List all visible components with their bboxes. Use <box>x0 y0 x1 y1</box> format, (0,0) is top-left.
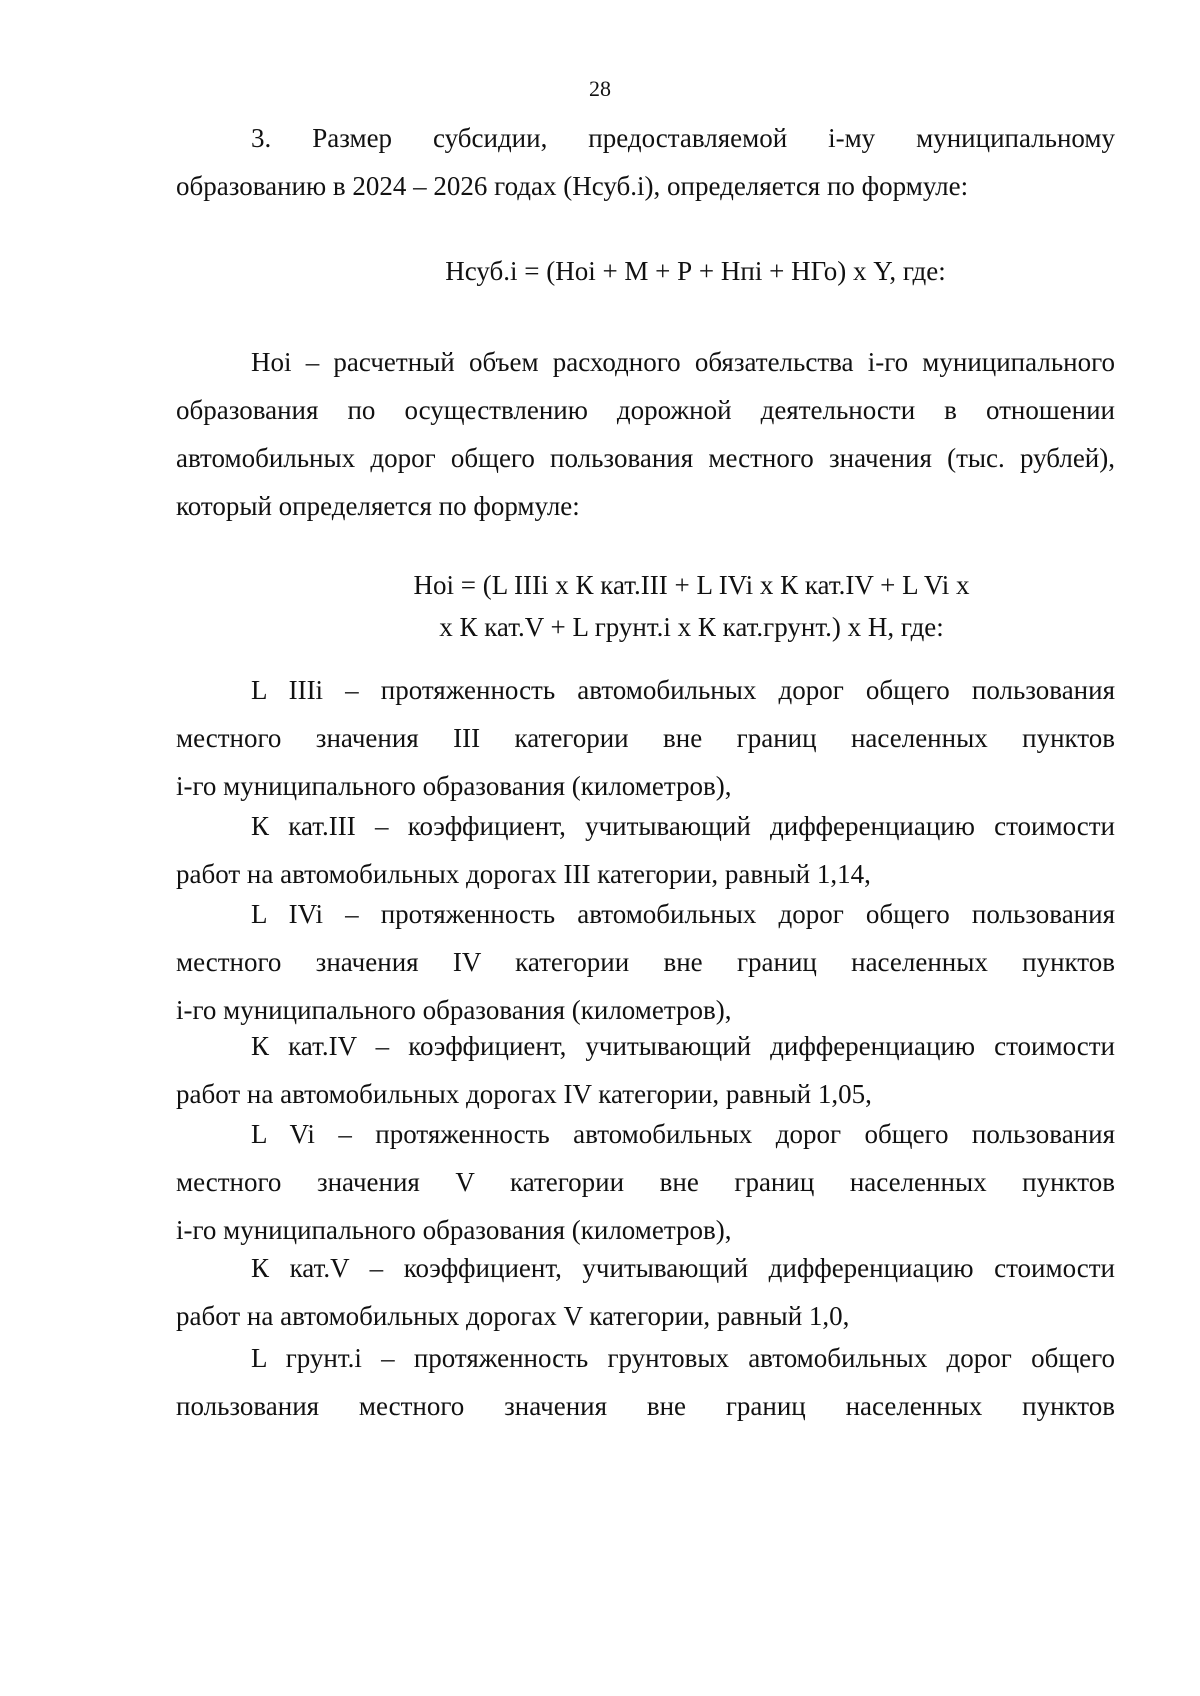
text-line: местного значения III категории вне границ населенных пунктов <box>176 723 1115 753</box>
paragraph-k-kat-iv <box>176 1022 1115 1118</box>
text-line: образованию в 2024 – 2026 годах (Нсуб.i), определяется по формуле: <box>176 171 969 201</box>
text-line: местного значения V категории вне границ населенных пунктов <box>176 1167 1115 1197</box>
text-line: i-го муниципального образования (километров), <box>176 771 732 801</box>
text-line: L IIIi – протяженность автомобильных дорог общего пользования <box>251 675 1115 705</box>
text-line: К кат.V – коэффициент, учитывающий дифференциацию стоимости <box>251 1253 1115 1283</box>
formula-line: Нoi = (L IIIi х К кат.III + L IVi х К кат.IV + L Vi х <box>413 570 970 600</box>
text-line: местного значения IV категории вне границ населенных пунктов <box>176 947 1115 977</box>
text-line: 3. Размер субсидии, предоставляемой i-му муниципальному <box>251 123 1115 153</box>
paragraph-subsidy-size <box>176 114 1115 210</box>
text-line: образования по осуществлению дорожной деятельности в отношении <box>176 395 1115 425</box>
formula-noi <box>176 564 1115 648</box>
text-line: Нoi – расчетный объем расходного обязательства i-го муниципального <box>251 347 1115 377</box>
formula-line: х К кат.V + L грунт.i х К кат.грунт.) х Н, где: <box>439 612 944 642</box>
text-line: работ на автомобильных дорогах III категории, равный 1,14, <box>176 859 871 889</box>
text-line: работ на автомобильных дорогах IV категории, равный 1,05, <box>176 1079 872 1109</box>
text-line: i-го муниципального образования (километров), <box>176 995 732 1025</box>
formula-line: Нсуб.i = (Нoi + М + Р + Нпi + НГо) х Y, где: <box>445 256 946 286</box>
paragraph-l-v <box>176 1110 1115 1254</box>
text-line: пользования местного значения вне границ населенных пунктов <box>176 1391 1115 1421</box>
text-line: автомобильных дорог общего пользования местного значения (тыс. рублей), <box>176 443 1115 473</box>
paragraph-noi-definition <box>176 338 1115 530</box>
paragraph-k-kat-iii <box>176 802 1115 898</box>
paragraph-l-iii <box>176 666 1115 810</box>
text-line: К кат.IV – коэффициент, учитывающий дифференциацию стоимости <box>251 1031 1115 1061</box>
formula-nsub <box>176 250 1115 292</box>
text-line: L IVi – протяженность автомобильных дорог общего пользования <box>251 899 1115 929</box>
paragraph-l-grunt <box>176 1334 1115 1430</box>
page-number: 28 <box>589 76 611 101</box>
paragraph-l-iv <box>176 890 1115 1034</box>
text-line: который определяется по формуле: <box>176 491 580 521</box>
text-line: L грунт.i – протяженность грунтовых автомобильных дорог общего <box>251 1343 1115 1373</box>
text-line: L Vi – протяженность автомобильных дорог общего пользования <box>251 1119 1115 1149</box>
paragraph-k-kat-v <box>176 1244 1115 1340</box>
text-line: i-го муниципального образования (километров), <box>176 1215 732 1245</box>
text-line: К кат.III – коэффициент, учитывающий дифференциацию стоимости <box>251 811 1115 841</box>
text-line: работ на автомобильных дорогах V категории, равный 1,0, <box>176 1301 850 1331</box>
